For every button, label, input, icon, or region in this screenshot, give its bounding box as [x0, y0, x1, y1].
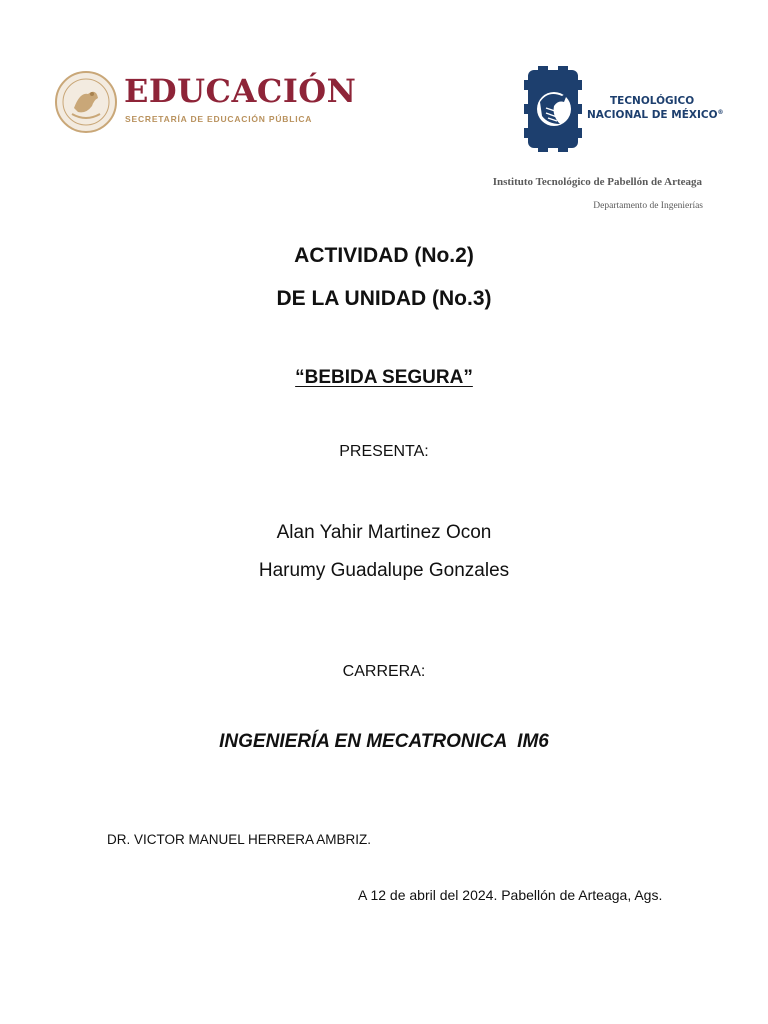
career-name: INGENIERÍA EN MECATRONICA IM6: [219, 731, 549, 752]
activity-heading: ACTIVIDAD (No.2): [294, 244, 474, 267]
tecnm-line-2: [587, 109, 724, 121]
sep-subtitle: SECRETARÍA DE EDUCACIÓN PÚBLICA: [125, 114, 313, 124]
date-place: A 12 de abril del 2024. Pabellón de Arteaga, Ags.: [358, 887, 663, 903]
tecnm-line-1: TECNOLÓGICO: [610, 95, 695, 107]
mexico-coat-of-arms-seal-icon: [54, 70, 118, 134]
tecnm-line-2-text: NACIONAL DE MÉXICO: [587, 109, 718, 121]
project-title: “BEBIDA SEGURA”: [295, 367, 473, 388]
department-name: Departamento de Ingenierías: [593, 201, 703, 211]
sep-title: EDUCACIÓN: [124, 72, 357, 110]
presents-label: PRESENTA:: [339, 443, 429, 460]
unit-heading: DE LA UNIDAD (No.3): [276, 287, 492, 310]
career-label: CARRERA:: [342, 663, 426, 680]
institute-name: Instituto Tecnológico de Pabellón de Arteaga: [492, 176, 702, 188]
tecnm-logo: [524, 66, 724, 154]
teacher-name: DR. VICTOR MANUEL HERRERA AMBRIZ.: [107, 832, 372, 847]
student-name: Harumy Guadalupe Gonzales: [258, 560, 510, 581]
tecnm-gear-icon: [524, 66, 582, 152]
sep-educacion-logo: [54, 66, 357, 140]
student-name: Alan Yahir Martinez Ocon: [276, 522, 492, 543]
registered-mark: ®: [717, 109, 724, 116]
